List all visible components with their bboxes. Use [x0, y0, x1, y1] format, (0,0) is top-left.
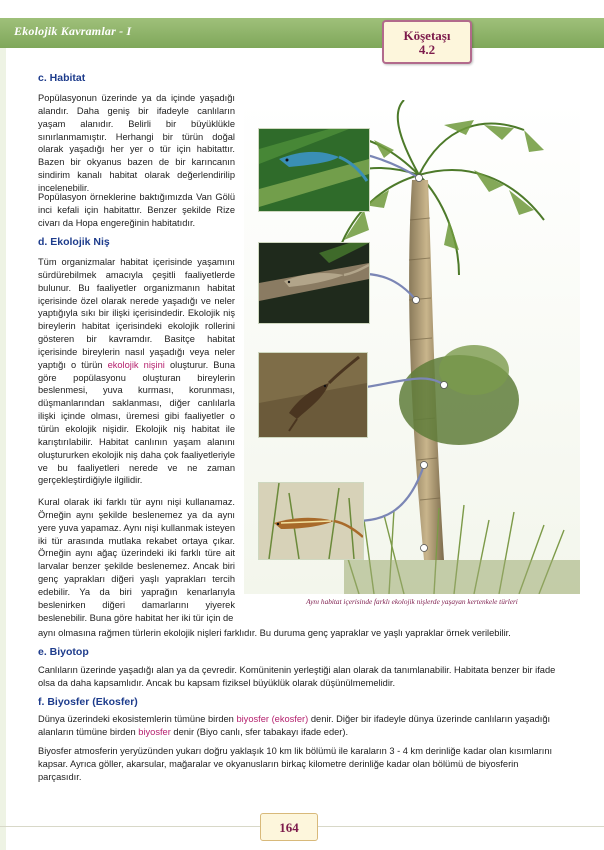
heading-ekolojik-nis: d. Ekolojik Niş — [38, 236, 110, 248]
page-number: 164 — [279, 820, 299, 835]
nis-paragraph-2-continued: aynı olmasına rağmen türlerin ekolojik nişleri farklıdır. Bu duruma genç yapraklar ve yaşlı yapraklar örnek verilebilir. — [38, 628, 511, 638]
biyosfer-p1-highlight-2: biyosfer — [138, 726, 171, 737]
biyosfer-p1-text-c: denir (Biyo canlı, sfer tabakayı ifade eder). — [170, 726, 349, 737]
nis-paragraph-2: Kural olarak iki farklı tür aynı nişi kullanamaz. Örneğin aynı şekilde beslenemez ya da aynı yere yuva yapamaz. Aynı nişi kullanmak isteyen iki tür arasında mutlaka rekabet ortaya çıkar. Örneğin aynı ağaç üzerindeki iki farklı türe ait larvalar benzer şekilde beslenemez. Ancak biri genç yaprakları diğeri yaşlı yaprakları tercih edebilir. Ya da biri yaprağın kenarlarıyla beslenirken diğeri damarlarını yiyerek beslenebilir. Buna göre habitat her iki tür için de — [38, 497, 235, 623]
heading-biyosfer: f. Biyosfer (Ekosfer) — [38, 696, 138, 708]
section-tab — [382, 20, 472, 64]
nis-p1-highlight: ekolojik nişini — [107, 359, 165, 370]
left-margin-accent — [0, 48, 6, 850]
habitat-paragraph-2: Popülasyon örneklerine baktığımızda Van Gölü inci kefali için habitattır. Benzer şekilde Rize civarı da Hopa engereğinin habitatıdır. — [38, 192, 235, 228]
section-tab-label: Köşetaşı — [403, 28, 451, 43]
nis-p1-text-a: Tüm organizmalar habitat içerisinde yaşamını sürdürebilmek amacıyla çeşitli faaliyetlerde bulunur. Bu faaliyetler organizmanın habitat içerisinde özel olarak nerede yaşadığı ve neler yaptığıyla sıkı bir ilişki içerisindedir. Ekolojik niş bireylerin habitat içerisindeki ekolojik rollerini gösteren bir kavramdır. Basitçe habitat içerisinde bireylerin nasıl yaşadığı veya neler yaptığı o türün — [38, 257, 235, 370]
brown-anole-photo — [258, 352, 368, 438]
habitat-paragraph-1: Popülasyonun üzerinde ya da içinde yaşadığı alandır. Daha geniş bir ifadeyle canlıların yaşam alanıdır. Belirli bir büyüklükle sınırlanmamıştır. Herhangi bir türün doğal olarak yaşadığı her yer o tür için habitattır. Bazen bir okyanus bazen de bir karıncanın sindirim kanalı habitat olarak değerlendirilip incelenebilir. — [38, 93, 235, 193]
grass-anole-photo — [258, 482, 364, 560]
heading-biyotop: e. Biyotop — [38, 646, 89, 658]
biyosfer-paragraph-2: Biyosfer atmosferin yeryüzünden yukarı doğru yaklaşık 10 km lik bölümü ile karaların 3 - 4 km derinliğe kadar olan kısımlarını kapsar. Ayrıca göller, akarsular, mağaralar ve okyanusların birkaç kilometre derinliğe kadar olan bölümü de biyosferin parçasıdır. — [38, 746, 553, 782]
green-anole-photo — [258, 128, 370, 212]
figure-caption: Aynı habitat içerisinde farklı ekolojik nişlerde yaşayan kertenkele türleri — [306, 597, 518, 606]
trunk-anole-photo — [258, 242, 370, 324]
biyosfer-p1-text-b: denir. Diğer bir ifadeyle dünya üzerinde canlıların yaşadığı alanların tümüne birden — [38, 714, 551, 737]
page-number-box — [260, 813, 318, 841]
section-tab-number: 4.2 — [418, 42, 436, 57]
biyosfer-p1-text-a: Dünya üzerindeki ekosistemlerin tümüne birden — [38, 714, 237, 724]
biyosfer-paragraph-1 — [38, 713, 563, 739]
biyosfer-p1-highlight-1: biyosfer (ekosfer) — [236, 714, 309, 724]
nis-p1-text-b: oluşturur. Buna göre popülasyonu oluşturan bireylerin beslenmesi, yuva kurması, korunması, düşmanlarından saklanması, diğer canlılarla ilişki içinde olması, üremesi gibi faaliyetler o türün ekolojik nişidir. Ekolojik niş habitat ile karıştırılabilir. Habitat canlının yaşam alanını oluştururken ekolojik niş daha çok faaliyetleriyle ve bu faaliyetleri nerede ve ne zaman gerçekleştirdiğiyle ilgilidir. — [38, 359, 235, 486]
heading-habitat: c. Habitat — [38, 72, 86, 84]
biyotop-paragraph: Canlıların üzerinde yaşadığı alan ya da çevredir. Komünitenin yerleştiği alan olarak da tanımlanabilir. Habitata benzer bir ifade olsa da daha kapsamlıdır. Ancak bu kapsam fiziksel büyüklük olarak düşünülmemelidir. — [38, 665, 556, 688]
nis-paragraph-1 — [38, 256, 235, 487]
chapter-title: Ekolojik Kavramlar - I — [14, 24, 132, 38]
